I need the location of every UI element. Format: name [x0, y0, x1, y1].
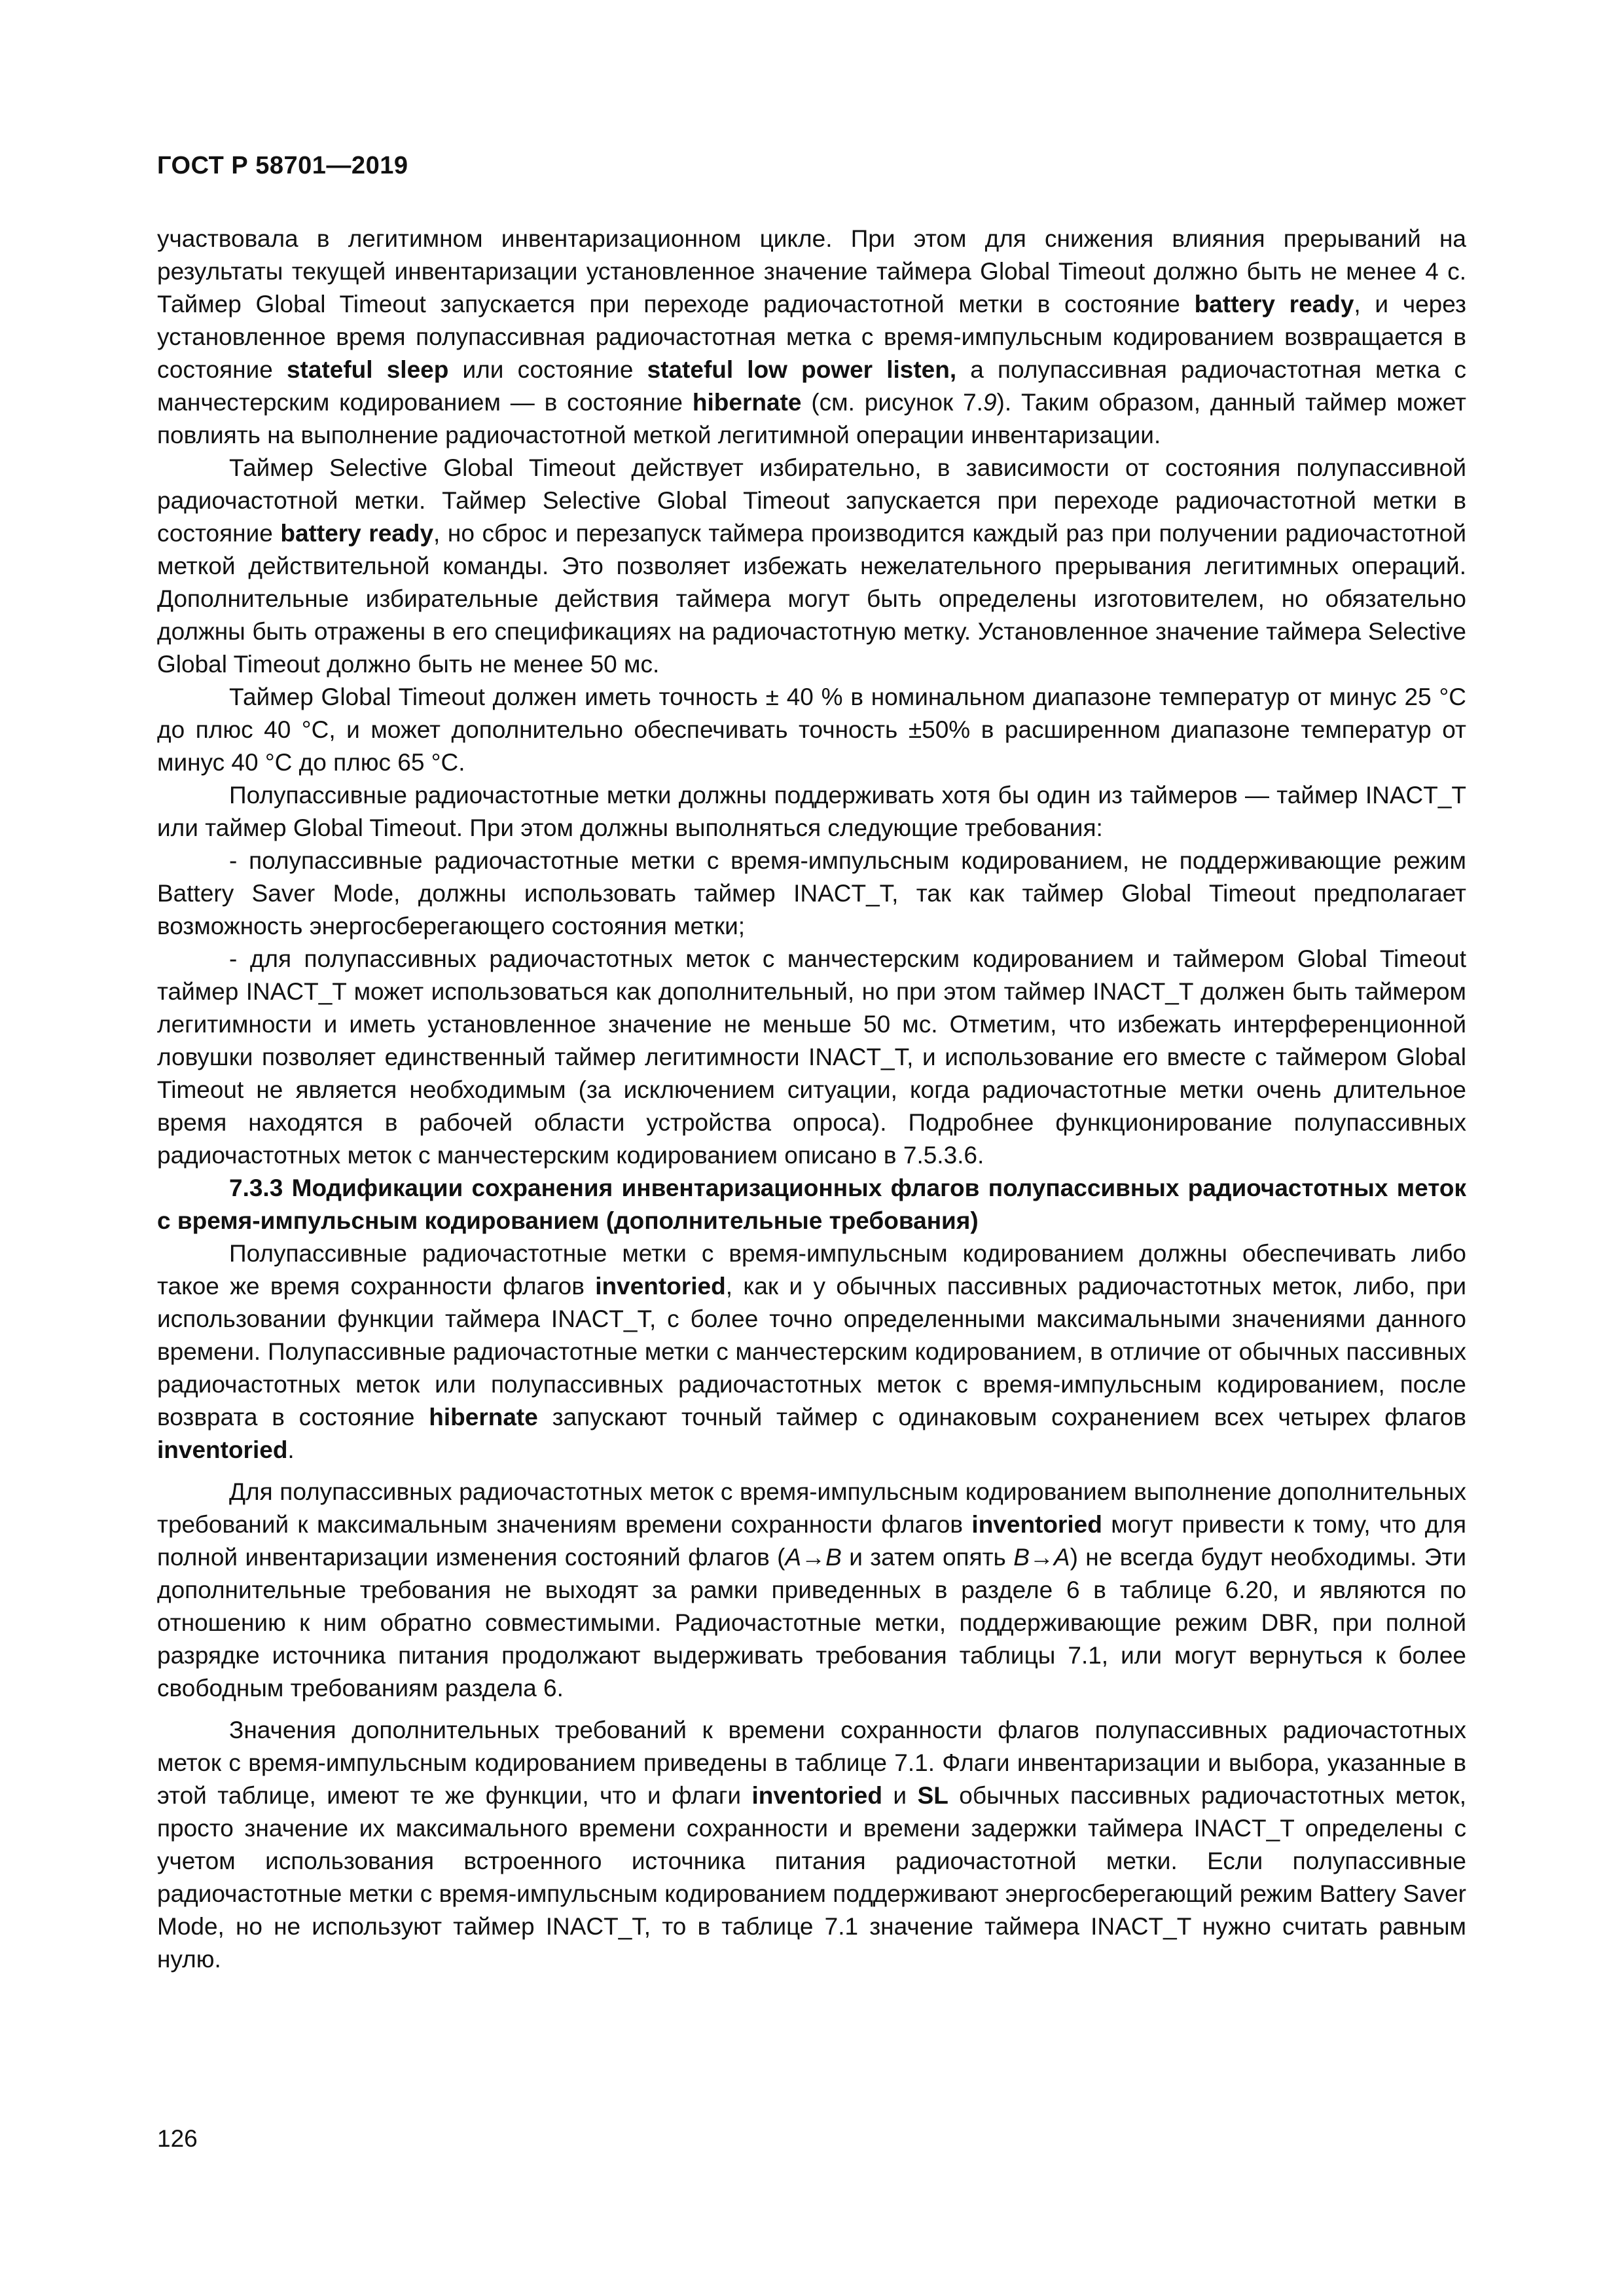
- bold-term: hibernate: [429, 1404, 538, 1430]
- text-run: , как и у обычных пассивных радиочастотных меток, либо, при использовании функции таймера INACT_T, с более точно определенными максимальными значениями данного времени. Полупассивные радиочастотные метки с манчестерским кодированием, в отличие от обычных пассивных радиочастотных меток или полупассивных радиочастотных меток с время-импульсным кодированием, после возврата в состояние: [157, 1273, 1466, 1430]
- text-run: обычных пассивных радиочастотных меток, просто значение их максимального времени сохранности и времени задержки таймера INACT_T определены с учетом использования встроенного источника питания радиочастотной метки. Если полупассивные радиочастотные метки с время-импульсным кодированием поддерживают энергосберегающий режим Battery Saver Mode, но не используют таймер INACT_T, то в таблице 7.1 значение таймера INACT_T нужно считать равным нулю.: [157, 1782, 1466, 1973]
- text-run: и: [882, 1782, 918, 1809]
- paragraph: [157, 223, 1466, 452]
- paragraph: [157, 1476, 1466, 1705]
- text-run: Таймер Global Timeout должен иметь точность ± 40 % в номинальном диапазоне температур от минус 25 °С до плюс 40 °С, и может дополнительно обеспечивать точность ±50% в расширенном диапазоне температур от минус 40 °С до плюс 65 °С.: [157, 683, 1466, 776]
- text-run: Значения дополнительных требований к времени сохранности флагов полупассивных радиочастотных меток с время-импульсным кодированием приведены в таблице 7.1. Флаги инвентаризации и выбора, указанные в этой таблице, имеют те же функции, что и флаги: [157, 1717, 1466, 1809]
- paragraph: [157, 1714, 1466, 1976]
- paragraph: [157, 943, 1466, 1172]
- text-run: Полупассивные радиочастотные метки с время-импульсным кодированием должны обеспечивать либо такое же время сохранности флагов: [157, 1240, 1466, 1300]
- text-run: Полупассивные радиочастотные метки должны поддерживать хотя бы один из таймеров — таймер INACT_T или таймер Global Timeout. При этом должны выполняться следующие требования:: [157, 782, 1466, 841]
- text-run: запускают точный таймер с одинаковым сохранением всех четырех флагов: [537, 1404, 1466, 1430]
- page-header: ГОСТ Р 58701—2019: [157, 152, 408, 179]
- bold-term: inventoried: [971, 1511, 1102, 1538]
- text-run: а полупассивная радиочастотная метка с манчестерским кодированием — в состояние: [157, 356, 1466, 416]
- bold-term: stateful sleep: [286, 356, 449, 383]
- text-run: (см. рисунок 7.: [801, 389, 983, 416]
- bold-term: inventoried: [595, 1273, 726, 1300]
- text-run: .: [287, 1436, 295, 1463]
- paragraph: [157, 1237, 1466, 1467]
- italic-text: 9: [983, 389, 997, 416]
- text-run: - для полупассивных радиочастотных меток с манчестерским кодированием и таймером Global Timeout таймер INACT_T может использоваться как дополнительный, но при этом таймер INACT_T должен быть таймером легитимности и иметь установленное значение не меньше 50 мс. Отметим, что избежать интерференционной ловушки позволяет единственный таймер легитимности INACT_T, и использование его вместе с таймером Global Timeout не является необходимым (за исключением ситуации, когда радиочастотные метки очень длительное время находятся в рабочей области устройства опроса). Подробнее функционирование полупассивных радиочастотных меток с манчестерским кодированием описано в 7.5.3.6.: [157, 945, 1466, 1169]
- text-run: 7.3.3 Модификации сохранения инвентаризационных флагов полупассивных радиочастотных меток с время-импульсным кодированием (дополнительные требования): [157, 1175, 1466, 1234]
- bold-term: SL: [917, 1782, 948, 1809]
- bold-term: stateful low power listen,: [647, 356, 957, 383]
- text-run: или состояние: [448, 356, 647, 383]
- bold-term: hibernate: [692, 389, 802, 416]
- bold-term: battery ready: [1194, 291, 1354, 318]
- text-run: и затем опять: [841, 1544, 1014, 1571]
- section-heading: [157, 1172, 1466, 1237]
- bold-term: battery ready: [280, 520, 434, 547]
- text-run: - полупассивные радиочастотные метки с время-импульсным кодированием, не поддерживающие режим Battery Saver Mode, должны использовать таймер INACT_T, так как таймер Global Timeout предполагает возможность энергосберегающего состояния метки;: [157, 847, 1466, 939]
- text-run: ) не всегда будут необходимы. Эти дополнительные требования не выходят за рамки приведенных в разделе 6 в таблице 6.20, и являются по отношению к ним обратно совместимыми. Радиочастотные метки, поддерживающие режим DBR, при полной разрядке источника питания продолжают выдерживать требования таблицы 7.1, или могут вернуться к более свободным требованиям раздела 6.: [157, 1544, 1467, 1702]
- paragraph: [157, 779, 1466, 845]
- bold-term: inventoried: [157, 1436, 288, 1463]
- italic-text: В→А: [1013, 1544, 1070, 1571]
- text-run: участвовала в легитимном инвентаризационном цикле. При этом для снижения влияния прерываний на результаты текущей инвентаризации установленное значение таймера Global Timeout должно быть не менее 4 с. Таймер Global Timeout запускается при переходе радиочастотной метки в состояние: [157, 225, 1466, 318]
- document-body: [157, 223, 1466, 1976]
- text-run: Таймер Selective Global Timeout действует избирательно, в зависимости от состояния полупассивной радиочастотной метки. Таймер Selective Global Timeout запускается при переходе радиочастотной метки в состояние: [157, 454, 1466, 547]
- text-run: , и через установленное время полупассивная радиочастотная метка с время-импульсным кодированием возвращается в состояние: [157, 291, 1466, 383]
- paragraph: [157, 845, 1466, 943]
- text-run: , но сброс и перезапуск таймера производится каждый раз при получении радиочастотной меткой действительной команды. Это позволяет избежать нежелательного прерывания легитимных операций. Дополнительные избирательные действия таймера могут быть определены изготовителем, но обязательно должны быть отражены в его спецификациях на радиочастотную метку. Установленное значение таймера Selective Global Timeout должно быть не менее 50 мс.: [157, 520, 1466, 678]
- italic-text: А→В: [785, 1544, 842, 1571]
- paragraph: [157, 452, 1466, 681]
- text-run: могут привести к тому, что для полной инвентаризации изменения состояний флагов (: [157, 1511, 1467, 1571]
- page-number: 126: [157, 2125, 198, 2152]
- bold-term: inventoried: [751, 1782, 882, 1809]
- text-run: ). Таким образом, данный таймер может повлиять на выполнение радиочастотной меткой легитимной операции инвентаризации.: [157, 389, 1466, 448]
- paragraph: [157, 681, 1466, 779]
- text-run: Для полупассивных радиочастотных меток с время-импульсным кодированием выполнение дополнительных требований к максимальным значениям времени сохранности флагов: [157, 1478, 1466, 1538]
